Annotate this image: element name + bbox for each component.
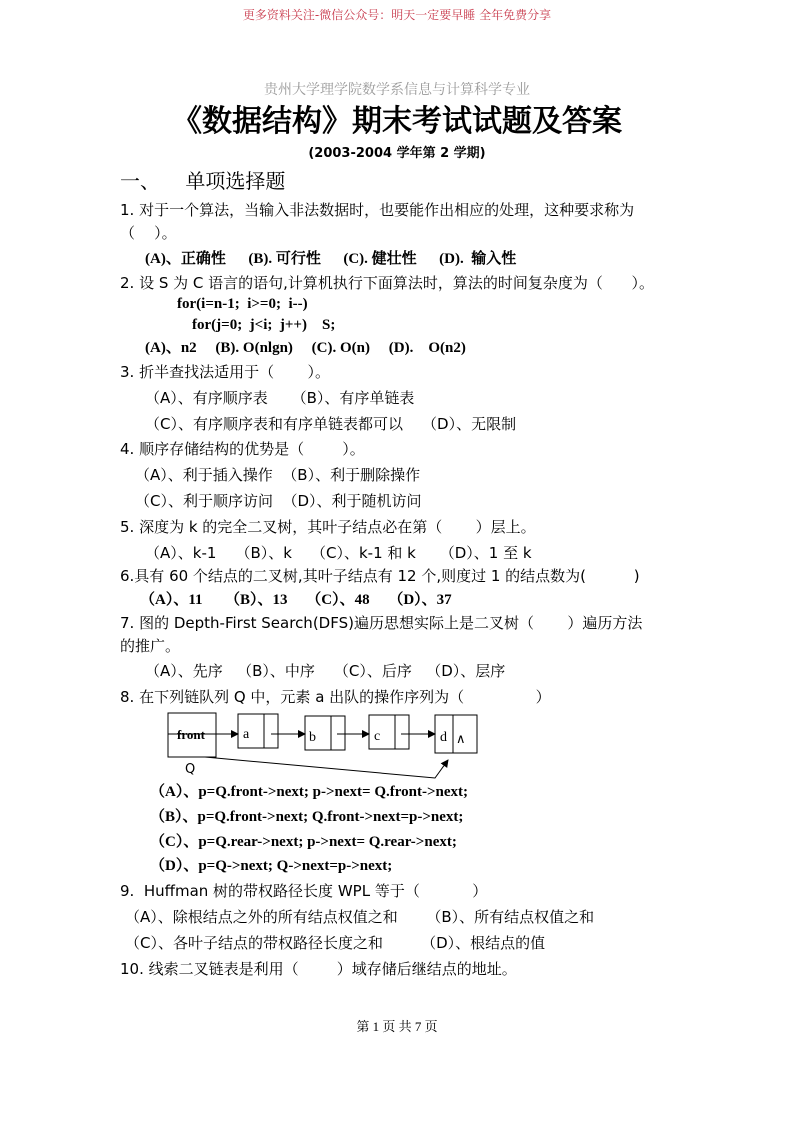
q6-options: （A）、11 （B）、13 （C）、48 （D）、37 bbox=[140, 592, 452, 608]
page-footer: 第 1 页 共 7 页 bbox=[356, 1019, 438, 1034]
null-pointer-icon: ∧ bbox=[456, 732, 466, 747]
node-c bbox=[369, 715, 409, 749]
node-d bbox=[435, 715, 477, 753]
q7-options: （A）、先序 （B）、中序 （C）、后序 （D）、层序 bbox=[145, 662, 506, 680]
front-label: front bbox=[177, 727, 205, 742]
node-b bbox=[305, 716, 345, 750]
queue-label: Q bbox=[185, 762, 196, 777]
q3-text: 3. 折半查找法适用于（ ）。 bbox=[120, 363, 330, 381]
q4-text: 4. 顺序存储结构的优势是（ ）。 bbox=[120, 440, 365, 458]
q2-options: (A)、n2 (B). O(nlgn) (C). O(n) (D). O(n2) bbox=[145, 340, 466, 356]
q9-options-2: （C）、各叶子结点的带权路径长度之和 （D）、根结点的值 bbox=[125, 934, 546, 952]
q1-blank: （ ）。 bbox=[120, 224, 177, 242]
q8-option-b: （B）、p=Q.front->next; Q.front->next=p->next; bbox=[150, 809, 464, 825]
q8-option-c: （C）、p=Q.rear->next; p->next= Q.rear->next; bbox=[150, 834, 457, 850]
q7-text: 7. 图的 Depth-First Search(DFS)遍历思想实际上是二叉树（ ）遍历方法 bbox=[120, 614, 643, 632]
header-note: 更多资料关注-微信公众号：明天一定要早睡 全年免费分享 bbox=[242, 8, 552, 22]
svg-text:a: a bbox=[243, 727, 250, 742]
q7-text-cont: 的推广。 bbox=[120, 637, 181, 655]
q8-text: 8. 在下列链队列 Q 中，元素 a 出队的操作序列为（ ） bbox=[120, 688, 551, 706]
q2-code-1: for(i=n-1; i>=0; i--) bbox=[177, 296, 308, 312]
q5-text: 5. 深度为 k 的完全二叉树，其叶子结点必在第（ ）层上。 bbox=[120, 518, 536, 536]
faint-subtitle: 贵州大学理学院数学系信息与计算科学专业 bbox=[264, 82, 530, 98]
q1-text: 1. 对于一个算法，当输入非法数据时，也要能作出相应的处理，这种要求称为 bbox=[120, 201, 635, 219]
node-a bbox=[238, 714, 278, 748]
q2-text: 2. 设 S 为 C 语言的语句,计算机执行下面算法时，算法的时间复杂度为（ ）。 bbox=[120, 274, 655, 292]
svg-text:d: d bbox=[440, 730, 447, 745]
q8-option-a: （A）、p=Q.front->next; p->next= Q.front->next; bbox=[150, 784, 468, 800]
q2-code-2: for(j=0; j<i; j++) S; bbox=[192, 317, 336, 333]
rear-pointer-arrow bbox=[205, 757, 448, 778]
q3-options-1: （A）、有序顺序表 （B）、有序单链表 bbox=[145, 389, 415, 407]
q9-options-1: （A）、除根结点之外的所有结点权值之和 （B）、所有结点权值之和 bbox=[125, 908, 595, 926]
term-label: (2003-2004 学年第 2 学期) bbox=[308, 146, 486, 161]
svg-text:c: c bbox=[374, 729, 381, 744]
q5-options: （A）、k-1 （B）、k （C）、k-1 和 k （D）、1 至 k bbox=[145, 544, 532, 562]
q3-options-2: （C）、有序顺序表和有序单链表都可以 （D）、无限制 bbox=[145, 415, 517, 433]
q1-options: (A)、正确性 (B). 可行性 (C). 健壮性 (D). 输入性 bbox=[145, 251, 517, 267]
q10-text: 10. 线索二叉链表是利用（ ）域存储后继结点的地址。 bbox=[120, 960, 517, 978]
q9-text: 9. Huffman 树的带权路径长度 WPL 等于（ ） bbox=[120, 882, 488, 900]
svg-text:b: b bbox=[309, 730, 316, 745]
section-heading: 一、 单项选择题 bbox=[120, 169, 286, 193]
page-title: 《数据结构》期末考试试题及答案 bbox=[172, 104, 622, 139]
q8-option-d: （D）、p=Q->next; Q->next=p->next; bbox=[150, 858, 393, 874]
q6-text: 6.具有 60 个结点的二叉树,其叶子结点有 12 个,则度过 1 的结点数为( ) bbox=[120, 567, 640, 585]
q4-options-2: （C）、利于顺序访问 （D）、利于随机访问 bbox=[135, 492, 422, 510]
linked-queue-diagram bbox=[165, 710, 485, 790]
q4-options-1: （A）、利于插入操作 （B）、利于删除操作 bbox=[135, 466, 421, 484]
